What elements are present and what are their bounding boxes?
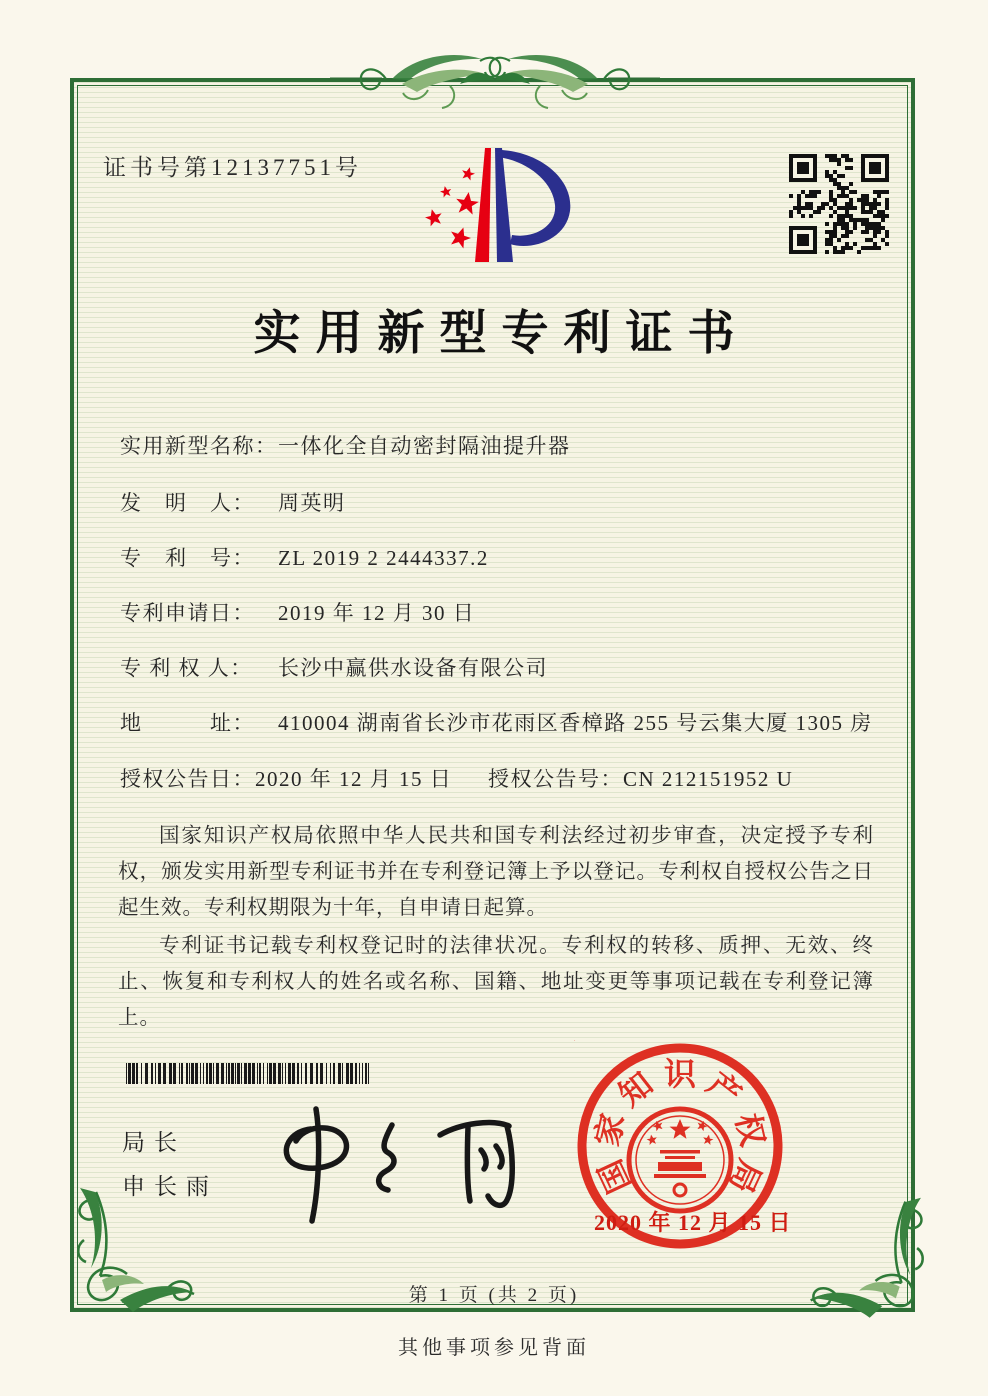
field-row-patent-no xyxy=(120,542,489,572)
field-label: 专利申请日： xyxy=(120,601,255,625)
cnipa-logo-icon xyxy=(418,138,608,288)
field-row-inventor xyxy=(120,487,346,517)
field-value: 410004 湖南省长沙市花雨区香樟路 255 号云集大厦 1305 房 xyxy=(278,711,873,735)
legal-text-block xyxy=(118,818,874,1038)
field-value: 2020 年 12 月 15 日 xyxy=(255,767,453,791)
field-row-filing-date xyxy=(120,597,475,627)
field-label: 专 利 权 人： xyxy=(120,656,253,680)
director-name-label: 申长雨 xyxy=(122,1174,218,1199)
seal-char: 识 xyxy=(663,1056,697,1092)
footer-note: 其他事项参见背面 xyxy=(398,1337,590,1359)
director-signature xyxy=(255,1103,525,1228)
field-label: 实用新型名称： xyxy=(120,434,278,458)
field-label: 授权公告号： xyxy=(488,767,623,791)
seal-char: 产 xyxy=(700,1065,749,1114)
legal-paragraph-2: 专利证书记载专利权登记时的法律状况。专利权的转移、质押、无效、终止、恢复和专利权人的姓名或名称、国籍、地址变更等事项记载在专利登记簿上。 xyxy=(118,935,874,1029)
certificate-number: 证书号第12137751号 xyxy=(103,155,362,180)
director-title-label: 局长 xyxy=(122,1130,186,1155)
field-value: 一体化全自动密封隔油提升器 xyxy=(278,434,571,458)
field-value: 2019 年 12 月 30 日 xyxy=(278,601,476,625)
barcode xyxy=(126,1063,369,1084)
field-row-patentee xyxy=(120,652,548,682)
field-label: 授权公告日： xyxy=(120,767,255,791)
seal-char: 国 xyxy=(591,1154,638,1199)
field-label: 专 利 号： xyxy=(120,546,255,570)
field-row-grant-no xyxy=(488,763,793,793)
certificate-title: 实用新型专利证书 xyxy=(253,308,750,360)
seal-char: 知 xyxy=(611,1065,660,1114)
seal-char: 局 xyxy=(722,1154,769,1199)
field-value: CN 212151952 U xyxy=(623,767,794,791)
field-row-name xyxy=(120,430,571,460)
seal-char: 权 xyxy=(729,1110,772,1150)
field-row-address xyxy=(120,707,873,737)
seal-char: 家 xyxy=(588,1110,631,1150)
legal-paragraph-1: 国家知识产权局依照中华人民共和国专利法经过初步审查，决定授予专利权，颁发实用新型专利证书并在专利登记簿上予以登记。专利权自授权公告之日起生效。专利权期限为十年，自申请日起算。 xyxy=(118,825,874,919)
page-number: 第 1 页 (共 2 页) xyxy=(408,1285,580,1306)
field-label: 发 明 人： xyxy=(120,491,255,515)
field-value: 周英明 xyxy=(278,491,346,515)
seal-date: 2020 年 12 月 15 日 xyxy=(594,1210,792,1235)
field-value: ZL 2019 2 2444337.2 xyxy=(278,546,489,570)
qr-code xyxy=(789,154,889,254)
field-label: 地 址： xyxy=(120,711,255,735)
field-row-grant-date xyxy=(120,763,452,793)
field-value: 长沙中赢供水设备有限公司 xyxy=(278,656,548,680)
